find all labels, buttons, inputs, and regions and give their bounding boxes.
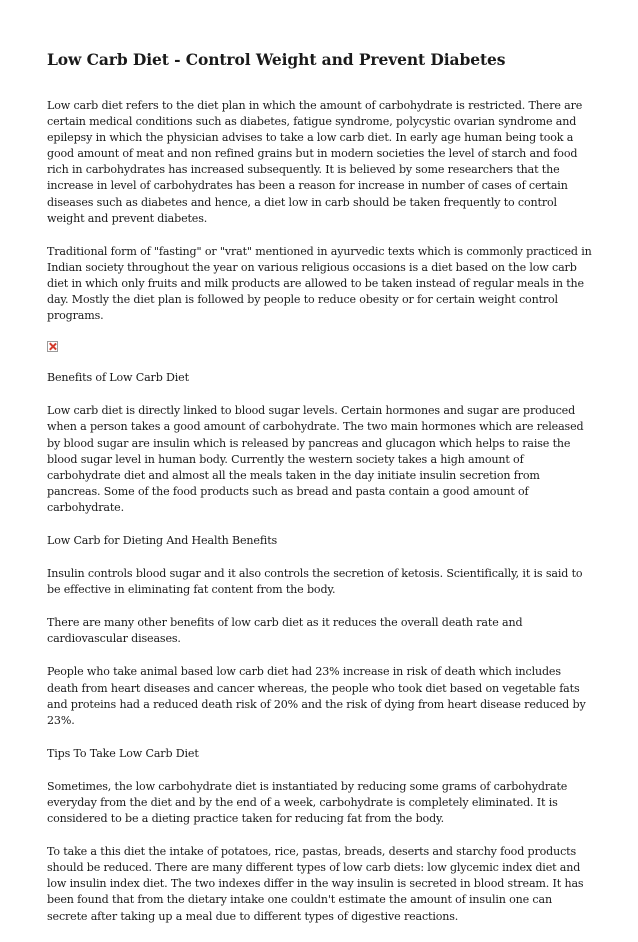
section-heading-dieting: Low Carb for Dieting And Health Benefits — [47, 533, 278, 547]
page-title: Low Carb Diet - Control Weight and Prevent Diabetes — [47, 50, 506, 69]
dieting-paragraph-1: Insulin controls blood sugar and it also controls the secretion of ketosis. Scientifically, it is said to be effective in eliminating fat content from the body. — [47, 567, 583, 597]
dieting-paragraph-2: There are many other benefits of low carb diet as it reduces the overall death rate and cardiovascular diseases. — [47, 616, 523, 646]
document-page — [47, 50, 593, 942]
embedded-image — [47, 341, 593, 366]
benefits-paragraph-1: Low carb diet is directly linked to blood sugar levels. Certain hormones and sugar are produced when a person takes a good amount of carbohydrate. The two main hormones which are released by blood sugar are insulin which is released by pancreas and glucagon which helps to raise the blood sugar level in human body. Currently the western society takes a high amount of carbohydrate diet and almost all the meals taken in the day initiate insulin secretion from pancreas. Some of the food products such as bread and pasta contain a good amount of carbohydrate. — [47, 404, 584, 514]
tips-paragraph-2: To take a this diet the intake of potatoes, rice, pastas, breads, deserts and starchy food products should be reduced. There are many different types of low carb diets: low glycemic index diet and low insulin index diet. The two indexes differ in the way insulin is secreted in blood stream. It has been found that from the dietary intake one couldn't estimate the amount of insulin one can secrete after taking up a meal due to different types of digestive reactions. — [47, 845, 584, 923]
broken-image-icon — [47, 341, 58, 352]
section-heading-benefits: Benefits of Low Carb Diet — [47, 371, 189, 385]
dieting-paragraph-3: People who take animal based low carb diet had 23% increase in risk of death which includes death from heart diseases and cancer whereas, the people who took diet based on vegetable fats and proteins had a reduced death risk of 20% and the risk of dying from heart disease reduced by 23%. — [47, 665, 586, 727]
intro-paragraph-1: Low carb diet refers to the diet plan in which the amount of carbohydrate is restricted. There are certain medical conditions such as diabetes, fatigue syndrome, polycystic ovarian syndrome and epilepsy in which the physician advises to take a low carb diet. In early age human being took a good amount of meat and non refined grains but in modern societies the level of starch and food rich in carbohydrates has increased subsequently. It is believed by some researchers that the increase in level of carbohydrates has been a reason for increase in number of cases of certain diseases such as diabetes and hence, a diet low in carb should be taken frequently to control weight and prevent diabetes. — [47, 99, 583, 225]
tips-paragraph-1: Sometimes, the low carbohydrate diet is instantiated by reducing some grams of carbohydrate everyday from the diet and by the end of a week, carbohydrate is completely eliminated. It is considered to be a dieting practice taken for reducing fat from the body. — [47, 779, 568, 826]
section-heading-tips: Tips To Take Low Carb Diet — [47, 746, 199, 760]
intro-paragraph-2: Traditional form of "fasting" or "vrat" mentioned in ayurvedic texts which is commonly practiced in Indian society throughout the year on various religious occasions is a diet based on the low carb diet in which only fruits and milk products are allowed to be taken instead of regular meals in the day. Mostly the diet plan is followed by people to reduce obesity or for certain weight control programs. — [47, 244, 592, 323]
